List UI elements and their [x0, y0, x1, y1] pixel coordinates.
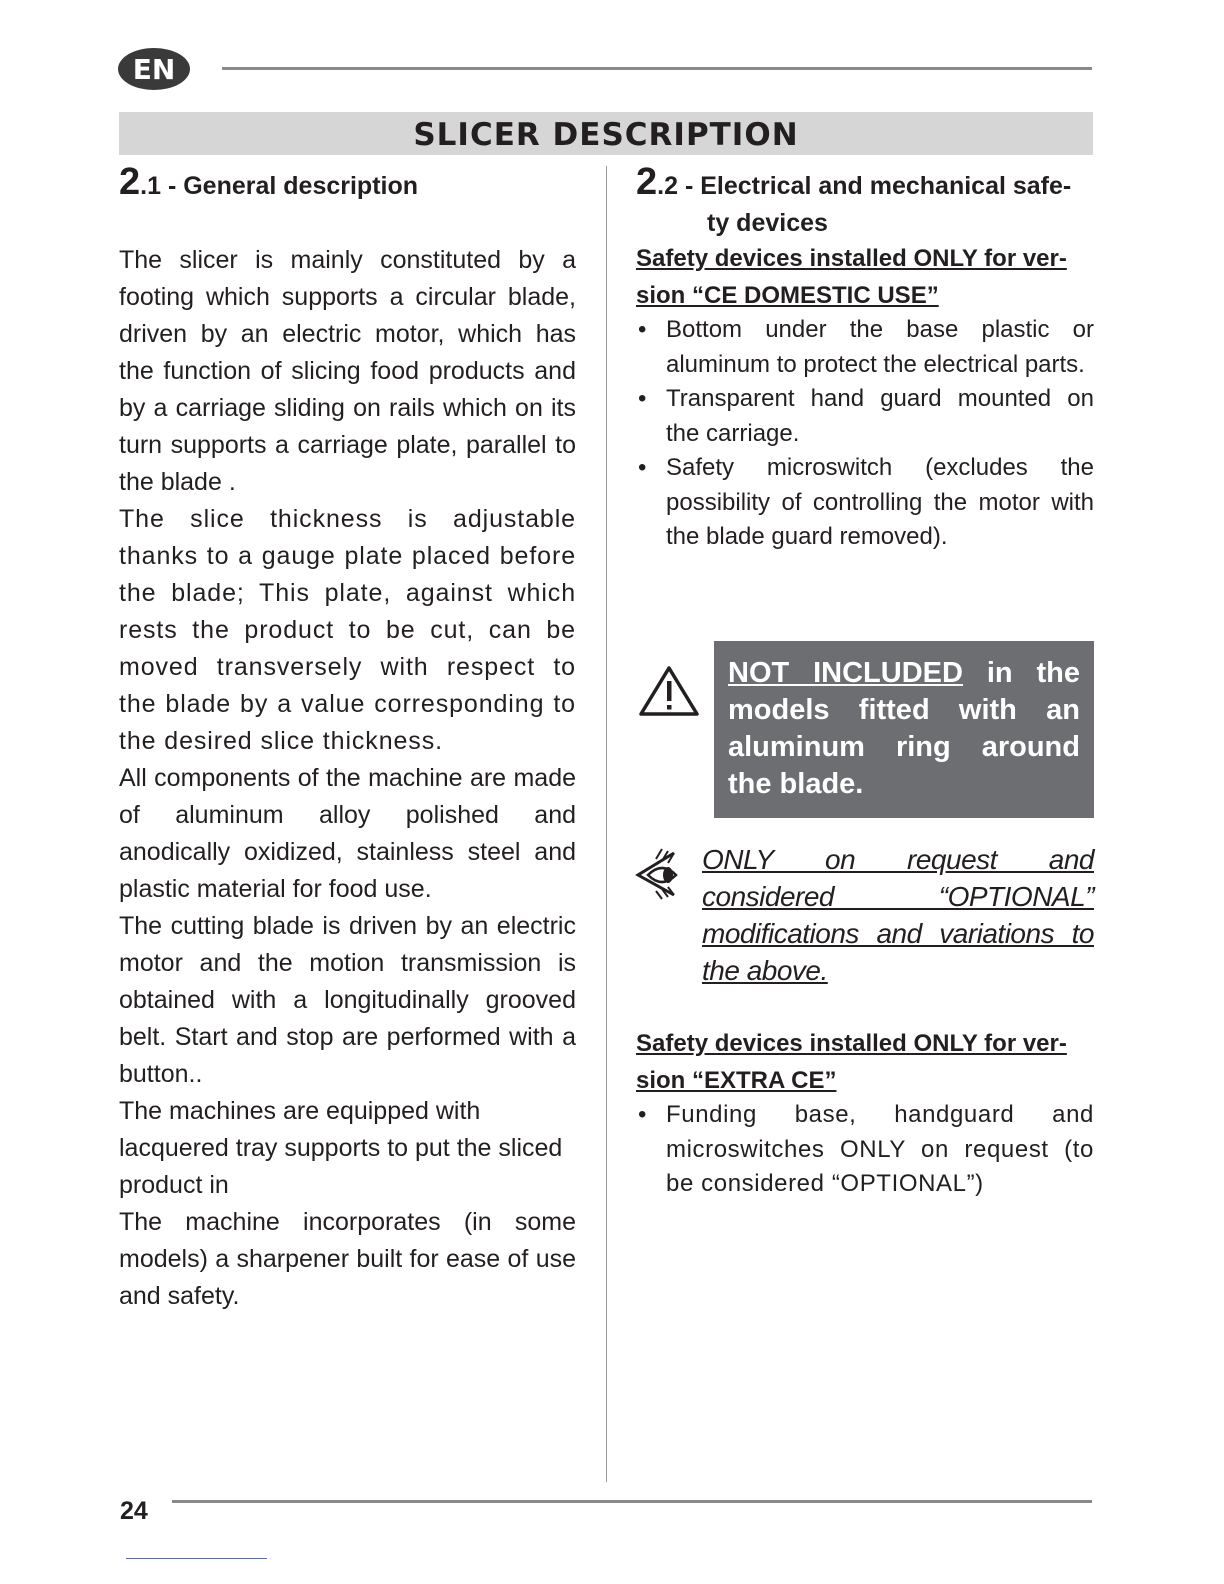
section-major-number: 2 — [636, 161, 658, 203]
extra-ce-bullet-list — [636, 1098, 1094, 1202]
paragraph: The machine incorporates (in some models) a sharpener built for ease of use and safety. — [119, 1208, 576, 1310]
heading-line: Safety devices installed ONLY for ver- — [636, 1030, 1067, 1057]
bullet-icon: • — [638, 1101, 648, 1128]
list-item — [636, 451, 1094, 555]
decorative-line — [126, 1558, 267, 1559]
section-title: - General description — [161, 172, 419, 200]
extra-ce-heading — [636, 1025, 1094, 1099]
warning-callout — [714, 641, 1094, 818]
warning-emphasis: NOT INCLUDED — [728, 657, 963, 689]
list-item-text: Transparent hand guard mounted on the carriage. — [666, 385, 1094, 447]
bullet-icon: • — [638, 454, 647, 481]
paragraph: All components of the machine are made of aluminum alloy polished and anodically oxidized, stainless steel and plastic material for food use. — [119, 764, 576, 903]
list-item — [636, 313, 1094, 382]
list-item-text: Bottom under the base plastic or aluminum to protect the electrical parts. — [666, 316, 1094, 378]
paragraph: The cutting blade is driven by an electric motor and the motion transmission is obtained with a longitudinally grooved belt. Start and stop are performed with a button.. — [119, 912, 576, 1088]
bullet-icon: • — [638, 385, 647, 412]
heading-line: Safety devices installed ONLY for ver- — [636, 245, 1067, 272]
domestic-bullet-list — [636, 313, 1094, 555]
optional-note: ONLY on request and considered “OPTIONAL” modifications and variations to the above. — [702, 844, 1094, 986]
section-2-2-heading — [636, 161, 1094, 242]
heading-line: sion “EXTRA CE” — [636, 1067, 837, 1094]
page-number: 24 — [120, 1497, 148, 1525]
bottom-rule — [172, 1500, 1092, 1503]
list-item-text: Safety microswitch (excludes the possibility of controlling the motor with the blade guard removed). — [666, 454, 1094, 550]
eye-icon — [634, 845, 682, 901]
paragraph: The slicer is mainly constituted by a footing which supports a circular blade, driven by an electric motor, which has the function of slicing food products and by a carriage sliding on rails which on its turn supports a carriage plate, parallel to the blade . — [119, 246, 576, 496]
column-divider — [606, 166, 607, 1482]
bullet-icon: • — [638, 316, 647, 343]
paragraph: The machines are equipped with lacquered tray supports to put the sliced product in — [119, 1097, 563, 1199]
list-item — [636, 382, 1094, 451]
section-title: - Electrical and mechanical safe- — [678, 172, 1072, 200]
section-major-number: 2 — [119, 161, 141, 203]
general-description-body — [119, 242, 576, 1315]
section-title-continued: ty devices — [707, 209, 828, 237]
warning-text: in the models fitted with an aluminum ring around the blade. — [728, 657, 1080, 800]
section-minor-number: .1 — [140, 172, 161, 200]
paragraph: The slice thickness is adjustable thanks to a gauge plate placed before the blade; This plate, against which rests the product to be cut, can be moved transversely with respect to the blade by a value corresponding to the desired slice thickness. — [119, 505, 576, 755]
heading-line: sion “CE DOMESTIC USE” — [636, 282, 939, 309]
page-title: SLICER DESCRIPTION — [119, 112, 1093, 155]
list-item — [636, 1098, 1094, 1202]
warning-triangle-icon — [638, 665, 700, 717]
section-minor-number: .2 — [657, 172, 678, 200]
list-item-text: Funding base, handguard and microswitches ONLY on request (to be considered “OPTIONAL”) — [666, 1101, 1094, 1197]
section-2-1-heading — [119, 161, 419, 205]
top-rule — [222, 67, 1092, 70]
domestic-use-heading — [636, 240, 1094, 314]
language-badge: EN — [118, 48, 190, 90]
